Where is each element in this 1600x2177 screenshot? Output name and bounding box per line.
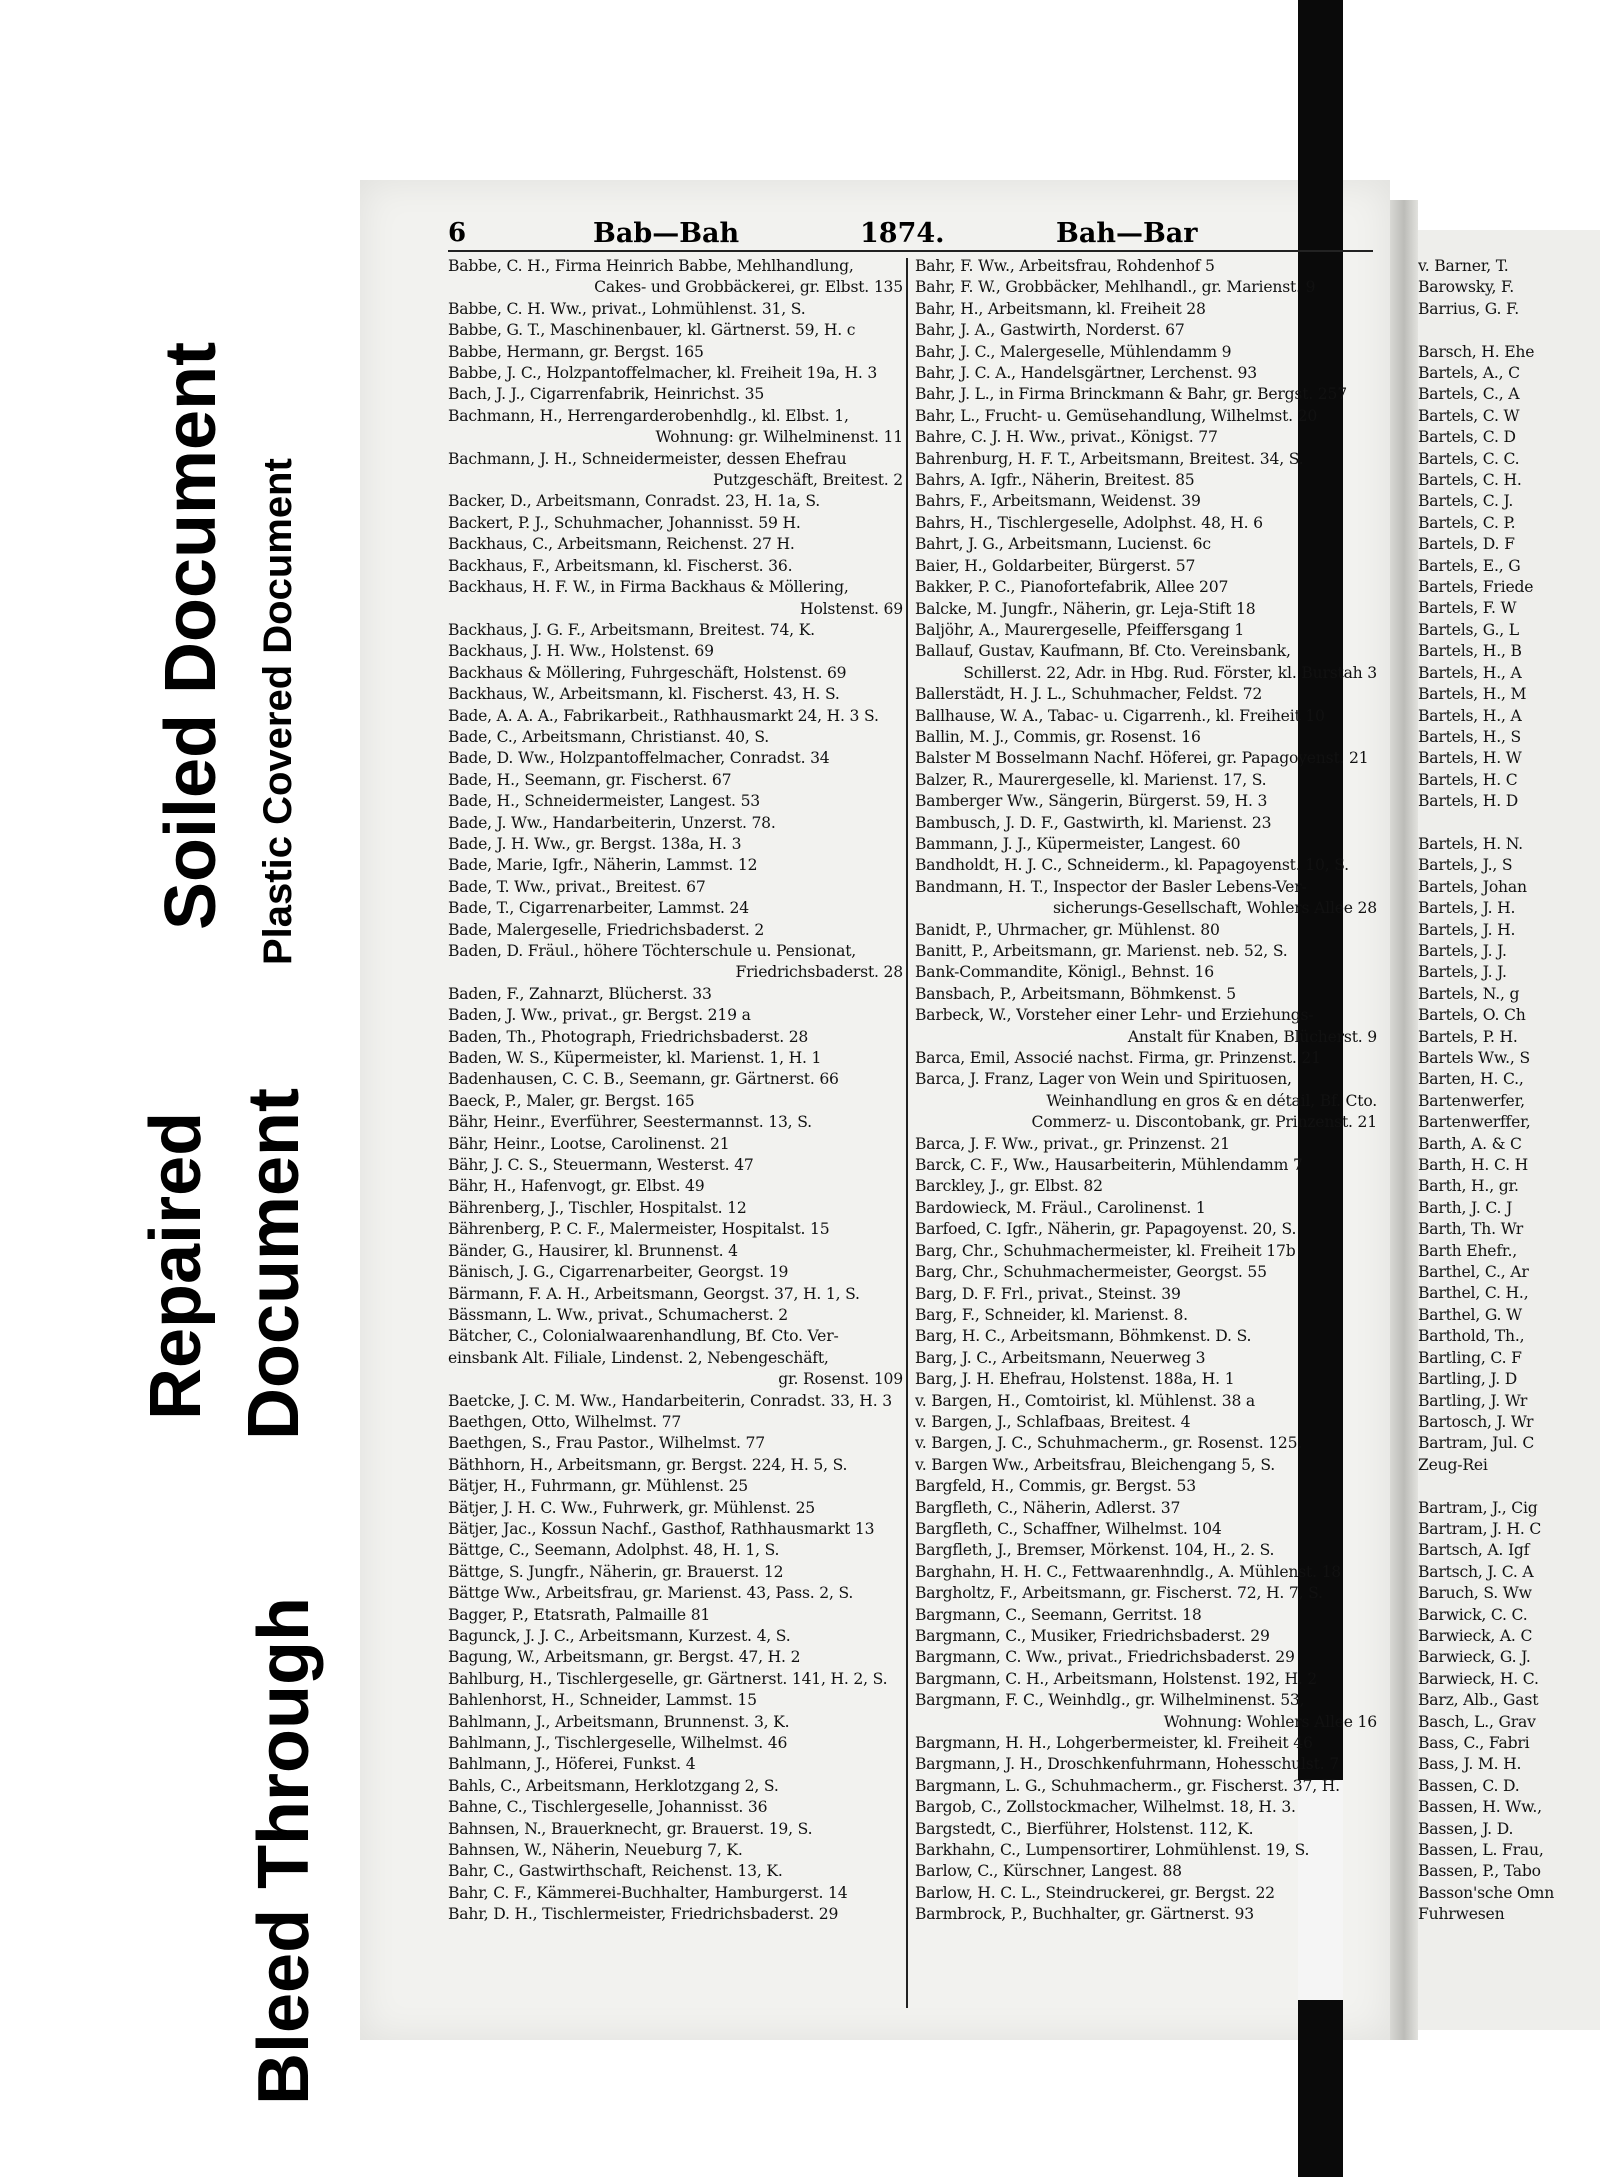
directory-entry-fragment: Bartels, C. J.: [1418, 492, 1514, 511]
directory-entry-fragment: Bartels, A., C: [1418, 364, 1520, 383]
entry-continuation: Cakes- und Grobbäckerei, gr. Elbst. 135: [594, 278, 903, 297]
page-number: 6: [448, 218, 467, 248]
directory-entry-fragment: Bartels, E., G: [1418, 556, 1521, 575]
directory-entry: Bahr, J. A., Gastwirth, Norderst. 67: [915, 321, 1185, 340]
directory-entry: Balster M Bosselmann Nachf. Höferei, gr. Papagoyenst. 21: [915, 749, 1369, 768]
directory-entry: Babbe, G. T., Maschinenbauer, kl. Gärtnerst. 59, H. c: [448, 321, 856, 340]
directory-entry: Bahr, F. W., Grobbäcker, Mehlhandl., gr. Marienst. 9: [915, 278, 1316, 297]
directory-entry-fragment: Barsch, H. Ehe: [1418, 342, 1535, 361]
directory-entry: Bätjer, H., Fuhrmann, gr. Mühlenst. 25: [448, 1477, 749, 1496]
entry-continuation: Putzgeschäft, Breitest. 2: [713, 471, 903, 490]
directory-entry: v. Bargen, J., Schlafbaas, Breitest. 4: [915, 1412, 1191, 1431]
directory-entry: Bade, J. Ww., Handarbeiterin, Unzerst. 78.: [448, 813, 776, 832]
directory-entry: Bahrt, J. G., Arbeitsmann, Lucienst. 6c: [915, 535, 1211, 554]
directory-entry-fragment: Basch, L., Grav: [1418, 1712, 1536, 1731]
directory-entry-fragment: Bartram, J. H. C: [1418, 1519, 1542, 1538]
directory-entry-fragment: Bartram, Jul. C: [1418, 1434, 1535, 1453]
plastic-covered-document-label: Plastic Covered Document: [256, 458, 300, 965]
directory-entry-fragment: Basson'sche Omn: [1418, 1883, 1555, 1902]
directory-entry: Baden, D. Fräul., höhere Töchterschule u. Pensionat,: [448, 942, 857, 960]
directory-entry: Barbeck, W., Vorsteher einer Lehr- und Erziehungs-: [915, 1006, 1314, 1025]
directory-entry-fragment: Bassen, L. Frau,: [1418, 1841, 1544, 1860]
directory-entry-fragment: [1418, 320, 1600, 341]
directory-entry-fragment: Bassen, H. Ww.,: [1418, 1798, 1542, 1817]
directory-entry: Bargmann, F. C., Weinhdlg., gr. Wilhelminenst. 53,: [915, 1691, 1305, 1710]
directory-entry: Bansbach, P., Arbeitsmann, Böhmkenst. 5: [915, 984, 1236, 1003]
directory-entry-fragment: Bartels, N., g: [1418, 984, 1520, 1003]
directory-entry-fragment: Bass, C., Fabri: [1418, 1733, 1530, 1752]
directory-entry: Bade, H., Seemann, gr. Fischerst. 67: [448, 770, 732, 789]
column-divider: [906, 258, 908, 2008]
directory-entry: Baden, W. S., Küpermeister, kl. Marienst. 1, H. 1: [448, 1049, 822, 1068]
header-year: 1874.: [860, 218, 945, 249]
directory-entry: Bahlmann, J., Tischlergeselle, Wilhelmst. 46: [448, 1734, 788, 1753]
directory-entry: Barg, H. C., Arbeitsmann, Böhmkenst. D. S.: [915, 1327, 1252, 1346]
directory-entry-fragment: Bartels, P. H.: [1418, 1027, 1518, 1046]
directory-entry: Baden, J. Ww., privat., gr. Bergst. 219 a: [448, 1006, 751, 1025]
bleed-through-label: Bleed Through: [244, 1597, 324, 2105]
directory-entry: Bahrenburg, H. F. T., Arbeitsmann, Breitest. 34, S.: [915, 449, 1304, 468]
directory-entry-fragment: Bartenwerffer,: [1418, 1113, 1531, 1132]
directory-entry: Bässmann, L. Ww., privat., Schumacherst. 2: [448, 1305, 788, 1324]
book-spine: [1390, 200, 1418, 2040]
directory-entry: Bargmann, C., Seemann, Gerritst. 18: [915, 1605, 1202, 1624]
directory-entry-fragment: Bartels, J. J.: [1418, 963, 1507, 982]
soiled-document-label: Soiled Document: [151, 341, 231, 930]
directory-entry-fragment: Barwick, C. C.: [1418, 1605, 1528, 1624]
directory-entry-fragment: Bartling, J. Wr: [1418, 1391, 1528, 1410]
right-page-column: [1418, 256, 1600, 1926]
directory-entry-fragment: Zeug-Rei: [1418, 1455, 1488, 1474]
middle-column: [915, 256, 1377, 1926]
directory-entry: Bättge, C., Seemann, Adolphst. 48, H. 1, S.: [448, 1541, 780, 1560]
directory-entry-fragment: Bartels, H. C: [1418, 770, 1518, 789]
directory-entry: Bargstedt, C., Bierführer, Holstenst. 112, K.: [915, 1819, 1254, 1838]
directory-entry: Barg, Chr., Schuhmachermeister, kl. Freiheit 17b: [915, 1241, 1296, 1260]
directory-entry: Backhaus, W., Arbeitsmann, kl. Fischerst. 43, H. S.: [448, 685, 840, 704]
directory-entry-fragment: Barth, H. C. H: [1418, 1156, 1529, 1175]
directory-entry: Bade, H., Schneidermeister, Langest. 53: [448, 792, 761, 811]
directory-entry-fragment: Bartels, Friede: [1418, 578, 1534, 597]
directory-entry: Bargob, C., Zollstockmacher, Wilhelmst. 18, H. 3.: [915, 1798, 1296, 1817]
directory-entry: Ballin, M. J., Commis, gr. Rosenst. 16: [915, 727, 1201, 746]
directory-entry: Bänder, G., Hausirer, kl. Brunnenst. 4: [448, 1241, 738, 1260]
directory-entry: Bambusch, J. D. F., Gastwirth, kl. Marienst. 23: [915, 813, 1272, 832]
directory-entry: Ballhause, W. A., Tabac- u. Cigarrenh., kl. Freiheit 10: [915, 706, 1325, 725]
directory-entry-fragment: Bartels, O. Ch: [1418, 1006, 1526, 1025]
directory-entry: Bänisch, J. G., Cigarrenarbeiter, Georgst. 19: [448, 1263, 789, 1282]
directory-entry: Baethgen, Otto, Wilhelmst. 77: [448, 1412, 682, 1431]
directory-entry-fragment: Bartsch, A. Igf: [1418, 1541, 1530, 1560]
directory-entry: Bahr, D. H., Tischlermeister, Friedrichsbaderst. 29: [448, 1905, 839, 1924]
directory-entry: Barfoed, C. Igfr., Näherin, gr. Papagoyenst. 20, S.: [915, 1220, 1297, 1239]
directory-entry: Bahr, J. C., Malergeselle, Mühlendamm 9: [915, 342, 1232, 361]
directory-entry: Bäthhorn, H., Arbeitsmann, gr. Bergst. 224, H. 5, S.: [448, 1455, 848, 1474]
directory-entry-fragment: Bassen, J. D.: [1418, 1819, 1514, 1838]
directory-entry: Bade, Marie, Igfr., Näherin, Lammst. 12: [448, 856, 758, 875]
directory-entry: Bahr, C. F., Kämmerei-Buchhalter, Hamburgerst. 14: [448, 1883, 848, 1902]
directory-entry-fragment: Bartels Ww., S: [1418, 1049, 1530, 1067]
directory-entry: Bargfleth, J., Bremser, Mörkenst. 104, H., 2. S.: [915, 1541, 1275, 1560]
repaired-document-label: Document: [234, 1087, 314, 1440]
directory-entry: Bahne, C., Tischlergeselle, Johannisst. 36: [448, 1798, 768, 1817]
directory-entry: Bardowieck, M. Fräul., Carolinenst. 1: [915, 1198, 1206, 1217]
directory-entry: Bahrs, H., Tischlergeselle, Adolphst. 48, H. 6: [915, 513, 1263, 532]
directory-entry-fragment: Barth, J. C. J: [1418, 1198, 1513, 1217]
directory-entry: Barck, C. F., Ww., Hausarbeiterin, Mühlendamm 7: [915, 1156, 1303, 1175]
directory-entry: Babbe, J. C., Holzpantoffelmacher, kl. Freiheit 19a, H. 3: [448, 364, 878, 383]
entry-continuation: Friedrichsbaderst. 28: [735, 963, 903, 982]
directory-entry-fragment: v. Barner, T.: [1418, 257, 1509, 275]
directory-entry: Bahlmann, J., Arbeitsmann, Brunnenst. 3, K.: [448, 1712, 790, 1731]
directory-entry-fragment: [1418, 813, 1600, 834]
directory-entry: Baeck, P., Maler, gr. Bergst. 165: [448, 1091, 695, 1110]
directory-entry-fragment: Bartels, J. H.: [1418, 899, 1516, 918]
directory-entry-fragment: Bass, J. M. H.: [1418, 1755, 1522, 1774]
directory-entry: Baier, H., Goldarbeiter, Bürgerst. 57: [915, 556, 1196, 575]
directory-entry: Bachmann, H., Herrengarderobenhdlg., kl. Elbst. 1,: [448, 406, 849, 425]
entry-continuation: gr. Rosenst. 109: [778, 1370, 903, 1389]
entry-continuation: Anstalt für Knaben, Blücherst. 9: [1127, 1027, 1377, 1046]
directory-entry-fragment: Barz, Alb., Gast: [1418, 1691, 1539, 1710]
directory-entry: Bade, T. Ww., privat., Breitest. 67: [448, 877, 706, 896]
directory-entry: Barckley, J., gr. Elbst. 82: [915, 1177, 1103, 1196]
directory-entry: Bargmann, J. H., Droschkenfuhrmann, Hohesschulst. 7: [915, 1755, 1339, 1774]
directory-entry: Backhaus, F., Arbeitsmann, kl. Fischerst. 36.: [448, 556, 793, 575]
directory-entry: Bade, J. H. Ww., gr. Bergst. 138a, H. 3: [448, 834, 742, 853]
directory-entry-fragment: Bassen, C. D.: [1418, 1776, 1520, 1795]
directory-entry: Bachmann, J. H., Schneidermeister, dessen Ehefrau: [448, 449, 847, 468]
directory-entry-fragment: Bartels, J. J.: [1418, 941, 1507, 960]
directory-entry: Barg, D. F. Frl., privat., Steinst. 39: [915, 1284, 1181, 1303]
directory-entry-fragment: Barth, Th. Wr: [1418, 1220, 1523, 1239]
directory-entry-fragment: Bartels, J. H.: [1418, 920, 1516, 939]
directory-entry-fragment: Bartels, C. P.: [1418, 513, 1516, 532]
directory-entry: Bargmann, L. G., Schuhmacherm., gr. Fischerst. 37, H.: [915, 1776, 1340, 1795]
directory-entry: Bättge, S. Jungfr., Näherin, gr. Brauerst. 12: [448, 1562, 784, 1581]
directory-entry: Backert, P. J., Schuhmacher, Johannisst. 59 H.: [448, 513, 801, 532]
directory-entry: Banitt, P., Arbeitsmann, gr. Marienst. neb. 52, S.: [915, 942, 1288, 960]
directory-entry: Barlow, C., Kürschner, Langest. 88: [915, 1862, 1182, 1881]
directory-entry: Ballerstädt, H. J. L., Schuhmacher, Feldst. 72: [915, 685, 1263, 704]
directory-entry-fragment: Bartling, J. D: [1418, 1370, 1518, 1389]
directory-entry-fragment: Bartels, H., A: [1418, 663, 1522, 682]
directory-entry: Babbe, C. H. Ww., privat., Lohmühlenst. 31, S.: [448, 299, 806, 318]
directory-entry-fragment: Bartels, H. N.: [1418, 834, 1523, 853]
directory-entry: Bättge Ww., Arbeitsfrau, gr. Marienst. 43, Pass. 2, S.: [448, 1584, 854, 1603]
directory-entry-fragment: Barwieck, H. C.: [1418, 1669, 1539, 1688]
directory-entry: Barkhahn, C., Lumpensortirer, Lohmühlenst. 19, S.: [915, 1841, 1310, 1860]
entry-continuation: Holstenst. 69: [800, 599, 903, 618]
directory-entry: Bätjer, J. H. C. Ww., Fuhrwerk, gr. Mühlenst. 25: [448, 1498, 816, 1517]
directory-entry: Barlow, H. C. L., Steindruckerei, gr. Bergst. 22: [915, 1883, 1275, 1902]
directory-entry: Bahr, L., Frucht- u. Gemüsehandlung, Wilhelmst. 20: [915, 406, 1318, 425]
directory-entry-fragment: Barowsky, F.: [1418, 278, 1514, 297]
directory-entry: Barghahn, H. H. C., Fettwaarenhndlg., A. Mühlenst. 18: [915, 1562, 1342, 1581]
directory-entry: Bähr, J. C. S., Steuermann, Westerst. 47: [448, 1156, 754, 1175]
left-column: [448, 256, 903, 1926]
directory-entry: Bakker, P. C., Pianofortefabrik, Allee 207: [915, 578, 1229, 597]
directory-entry: Bargfleth, C., Schaffner, Wilhelmst. 104: [915, 1519, 1222, 1538]
directory-entry: Bärmann, F. A. H., Arbeitsmann, Georgst. 37, H. 1, S.: [448, 1284, 860, 1303]
directory-entry-fragment: Fuhrwesen: [1418, 1905, 1505, 1924]
directory-entry: Bähr, Heinr., Everführer, Seestermannst. 13, S.: [448, 1113, 812, 1132]
directory-entry-fragment: Barthel, G. W: [1418, 1305, 1522, 1324]
directory-entry: Bagung, W., Arbeitsmann, gr. Bergst. 47, H. 2: [448, 1648, 801, 1667]
directory-entry: Babbe, Hermann, gr. Bergst. 165: [448, 342, 704, 361]
directory-entry: Backhaus, J. G. F., Arbeitsmann, Breitest. 74, K.: [448, 620, 815, 639]
directory-entry: Bargmann, C. Ww., privat., Friedrichsbaderst. 29: [915, 1648, 1295, 1667]
directory-entry: Baljöhr, A., Maurergeselle, Pfeiffersgang 1: [915, 620, 1245, 639]
directory-entry: Barca, J. Franz, Lager von Wein und Spirituosen,: [915, 1070, 1292, 1089]
directory-entry-fragment: Baruch, S. Ww: [1418, 1584, 1532, 1603]
directory-entry: Bammann, J. J., Küpermeister, Langest. 60: [915, 834, 1241, 853]
directory-entry: Bähr, H., Hafenvogt, gr. Elbst. 49: [448, 1177, 705, 1196]
header-right-range: Bah—Bar: [1056, 218, 1198, 249]
directory-entry-fragment: Bartels, C. D: [1418, 428, 1516, 447]
directory-entry: Baden, F., Zahnarzt, Blücherst. 33: [448, 984, 712, 1003]
entry-continuation: sicherungs-Gesellschaft, Wohlers Allee 28: [1052, 899, 1377, 918]
directory-entry-fragment: Bartosch, J. Wr: [1418, 1412, 1534, 1431]
directory-entry: einsbank Alt. Filiale, Lindenst. 2, Nebengeschäft,: [448, 1348, 829, 1367]
directory-entry: Baethgen, S., Frau Pastor., Wilhelmst. 77: [448, 1434, 765, 1453]
directory-entry-fragment: Barwieck, A. C: [1418, 1626, 1533, 1645]
directory-entry: Badenhausen, C. C. B., Seemann, gr. Gärtnerst. 66: [448, 1070, 839, 1089]
directory-entry: Bade, A. A. A., Fabrikarbeit., Rathhausmarkt 24, H. 3 S.: [448, 706, 879, 725]
directory-entry: Bagger, P., Etatsrath, Palmaille 81: [448, 1605, 711, 1624]
directory-entry-fragment: Bartling, C. F: [1418, 1348, 1522, 1367]
directory-entry: Babbe, C. H., Firma Heinrich Babbe, Mehlhandlung,: [448, 257, 854, 275]
directory-entry: Bank-Commandite, Königl., Behnst. 16: [915, 963, 1214, 982]
directory-entry: Barmbrock, P., Buchhalter, gr. Gärtnerst. 93: [915, 1905, 1254, 1924]
directory-entry: Bade, Malergeselle, Friedrichsbaderst. 2: [448, 920, 765, 939]
directory-entry-fragment: Bartels, G., L: [1418, 620, 1519, 639]
directory-entry-fragment: Bartels, J., S: [1418, 856, 1513, 875]
directory-entry: Bargmann, C., Musiker, Friedrichsbaderst. 29: [915, 1627, 1270, 1645]
header-left-range: Bab—Bah: [593, 218, 740, 249]
entry-continuation: Wohnung: Wohlers Allee 16: [1163, 1712, 1377, 1731]
repaired-label: Repaired: [136, 1111, 216, 1420]
directory-entry: Bahls, C., Arbeitsmann, Herklotzgang 2, S.: [448, 1776, 779, 1795]
right-page-fragment: [1418, 230, 1600, 2030]
directory-entry-fragment: Bartels, D. F: [1418, 535, 1515, 554]
directory-entry-fragment: Bartels, H. W: [1418, 749, 1522, 768]
directory-entry-fragment: Bartels, C. H.: [1418, 471, 1522, 490]
directory-entry: Bach, J. J., Cigarrenfabrik, Heinrichst. 35: [448, 385, 765, 404]
directory-entry: Bahlenhorst, H., Schneider, Lammst. 15: [448, 1691, 757, 1710]
directory-entry: Barca, J. F. Ww., privat., gr. Prinzenst. 21: [915, 1134, 1230, 1153]
directory-entry: Bahrs, A. Igfr., Näherin, Breitest. 85: [915, 471, 1195, 490]
directory-entry: Baetcke, J. C. M. Ww., Handarbeiterin, Conradst. 33, H. 3: [448, 1391, 892, 1410]
directory-entry: Bade, C., Arbeitsmann, Christianst. 40, S.: [448, 727, 770, 746]
directory-entry-fragment: Barrius, G. F.: [1418, 299, 1519, 318]
directory-entry: Backhaus & Möllering, Fuhrgeschäft, Holstenst. 69: [448, 663, 847, 682]
directory-entry-fragment: Bartels, C. C.: [1418, 449, 1520, 468]
directory-entry-fragment: Bartels, C., A: [1418, 385, 1520, 404]
directory-entry: v. Bargen, J. C., Schuhmacherm., gr. Rosenst. 125.: [915, 1434, 1303, 1453]
directory-entry-fragment: Bartels, H., M: [1418, 685, 1527, 704]
directory-entry: Ballauf, Gustav, Kaufmann, Bf. Cto. Vereinsbank,: [915, 642, 1291, 661]
directory-entry: Backhaus, C., Arbeitsmann, Reichenst. 27 H.: [448, 535, 795, 554]
directory-entry: Barg, J. C., Arbeitsmann, Neuerweg 3: [915, 1348, 1206, 1367]
directory-entry: v. Bargen Ww., Arbeitsfrau, Bleichengang 5, S.: [915, 1455, 1276, 1474]
directory-entry: Barg, J. H. Ehefrau, Holstenst. 188a, H. 1: [915, 1370, 1235, 1389]
directory-entry: Bährenberg, P. C. F., Malermeister, Hospitalst. 15: [448, 1220, 830, 1239]
directory-entry: Bätjer, Jac., Kossun Nachf., Gasthof, Rathhausmarkt 13: [448, 1519, 875, 1538]
directory-entry: Bargfleth, C., Näherin, Adlerst. 37: [915, 1498, 1181, 1517]
directory-entry: Bahrs, F., Arbeitsmann, Weidenst. 39: [915, 492, 1201, 511]
directory-entry: Bade, D. Ww., Holzpantoffelmacher, Conradst. 34: [448, 749, 830, 768]
page-header: [448, 218, 1388, 258]
directory-entry: Baden, Th., Photograph, Friedrichsbaderst. 28: [448, 1027, 809, 1046]
directory-entry-fragment: [1418, 1476, 1600, 1497]
directory-entry: Bargmann, H. H., Lohgerbermeister, kl. Freiheit 46: [915, 1734, 1313, 1753]
directory-entry: Backhaus, J. H. Ww., Holstenst. 69: [448, 642, 714, 661]
directory-entry: Balzer, R., Maurergeselle, kl. Marienst. 17, S.: [915, 770, 1267, 789]
directory-entry-fragment: Barth, A. & C: [1418, 1134, 1522, 1153]
directory-entry: Bandmann, H. T., Inspector der Basler Lebens-Ver-: [915, 877, 1307, 896]
directory-entry: Bahnsen, W., Näherin, Neueburg 7, K.: [448, 1841, 743, 1860]
directory-entry: v. Bargen, H., Comtoirist, kl. Mühlenst. 38 a: [915, 1391, 1256, 1410]
directory-entry: Bätcher, C., Colonialwaarenhandlung, Bf. Cto. Ver-: [448, 1327, 839, 1346]
directory-entry-fragment: Barthel, C., Ar: [1418, 1263, 1529, 1282]
entry-continuation: Wohnung: gr. Wilhelminenst. 11: [655, 428, 903, 447]
directory-entry-fragment: Bartram, J., Cig: [1418, 1498, 1538, 1517]
directory-entry-fragment: Barten, H. C.,: [1418, 1070, 1524, 1089]
directory-entry: Bähr, Heinr., Lootse, Carolinenst. 21: [448, 1134, 730, 1153]
directory-entry-fragment: Barth, H., gr.: [1418, 1177, 1519, 1196]
directory-entry-fragment: Bartels, H. D: [1418, 792, 1519, 811]
directory-entry-fragment: Bartels, H., S: [1418, 727, 1521, 746]
directory-entry-fragment: Barth Ehefr.,: [1418, 1241, 1517, 1260]
directory-entry: Barg, Chr., Schuhmachermeister, Georgst. 55: [915, 1263, 1267, 1282]
directory-entry-fragment: Bassen, P., Tabo: [1418, 1862, 1541, 1881]
directory-entry: Balcke, M. Jungfr., Näherin, gr. Leja-Stift 18: [915, 599, 1256, 618]
directory-entry: Bargfeld, H., Commis, gr. Bergst. 53: [915, 1477, 1196, 1496]
directory-entry-fragment: Bartels, H., B: [1418, 642, 1522, 661]
directory-entry: Bahr, J. L., in Firma Brinckmann & Bahr, gr. Bergst. 257: [915, 385, 1347, 404]
directory-entry: Bahr, J. C. A., Handelsgärtner, Lerchenst. 93: [915, 364, 1258, 383]
directory-entry: Bargholtz, F., Arbeitsmann, gr. Fischerst. 72, H. 7, S.: [915, 1584, 1323, 1603]
directory-entry: Bargmann, C. H., Arbeitsmann, Holstenst. 192, H. 2: [915, 1669, 1318, 1688]
entry-continuation: Weinhandlung en gros & en détail, Bf. Cto.: [1046, 1091, 1377, 1110]
directory-entry: Bahnsen, N., Brauerknecht, gr. Brauerst. 19, S.: [448, 1819, 813, 1838]
directory-entry: Barca, Emil, Associé nachst. Firma, gr. Prinzenst. 21: [915, 1049, 1321, 1068]
directory-entry-fragment: Bartels, F. W: [1418, 599, 1517, 618]
directory-entry: Bahre, C. J. H. Ww., privat., Königst. 77: [915, 428, 1218, 447]
entry-continuation: Schillerst. 22, Adr. in Hbg. Rud. Förster, kl. Burstah 3: [963, 663, 1377, 682]
directory-entry: Bamberger Ww., Sängerin, Bürgerst. 59, H. 3: [915, 792, 1268, 811]
directory-entry-fragment: Bartels, C. W: [1418, 406, 1520, 425]
directory-entry: Bade, T., Cigarrenarbeiter, Lammst. 24: [448, 899, 749, 918]
directory-entry-fragment: Bartenwerfer,: [1418, 1091, 1525, 1110]
directory-entry: Bahr, C., Gastwirthschaft, Reichenst. 13, K.: [448, 1862, 783, 1881]
directory-entry: Bahr, F. Ww., Arbeitsfrau, Rohdenhof 5: [915, 257, 1215, 275]
directory-entry: Barg, F., Schneider, kl. Marienst. 8.: [915, 1305, 1188, 1324]
directory-entry-fragment: Bartels, Johan: [1418, 877, 1527, 896]
entry-continuation: Commerz- u. Discontobank, gr. Prinzenst. 21: [1031, 1113, 1377, 1132]
directory-entry: Bährenberg, J., Tischler, Hospitalst. 12: [448, 1198, 747, 1217]
directory-entry-fragment: Bartsch, J. C. A: [1418, 1562, 1534, 1581]
directory-entry-fragment: Barthel, C. H.,: [1418, 1284, 1529, 1303]
directory-entry: Backhaus, H. F. W., in Firma Backhaus & Möllering,: [448, 578, 849, 597]
directory-entry-fragment: Barwieck, G. J.: [1418, 1648, 1531, 1667]
directory-entry: Bahlmann, J., Höferei, Funkst. 4: [448, 1755, 696, 1774]
directory-entry: Bandholdt, H. J. C., Schneiderm., kl. Papagoyenst. 10, S.: [915, 856, 1349, 875]
directory-entry: Backer, D., Arbeitsmann, Conradst. 23, H. 1a, S.: [448, 492, 821, 511]
directory-entry: Bahlburg, H., Tischlergeselle, gr. Gärtnerst. 141, H. 2, S.: [448, 1669, 888, 1688]
directory-entry: Bahr, H., Arbeitsmann, kl. Freiheit 28: [915, 299, 1206, 318]
directory-entry: Bagunck, J. J. C., Arbeitsmann, Kurzest. 4, S.: [448, 1627, 791, 1645]
directory-entry-fragment: Bartels, H., A: [1418, 706, 1522, 725]
header-rule: [448, 250, 1373, 252]
directory-entry: Banidt, P., Uhrmacher, gr. Mühlenst. 80: [915, 920, 1220, 939]
directory-entry-fragment: Barthold, Th.,: [1418, 1327, 1525, 1346]
